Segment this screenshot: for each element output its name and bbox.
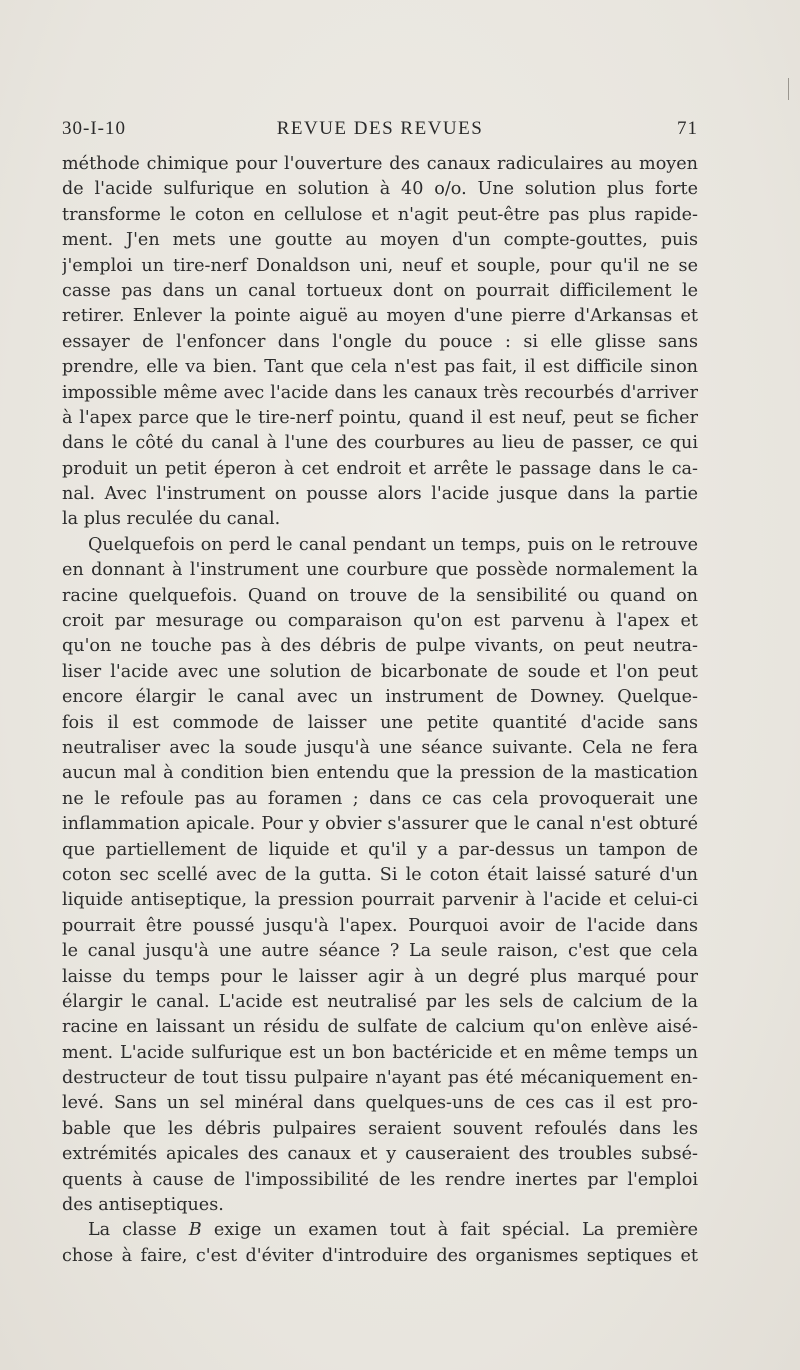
text-line: élargir le canal. L'acide est neutralisé par les sels de calcium de la [62,991,698,1012]
text-fragment: exige un examen tout à fait spécial. La première [213,1220,698,1241]
text-line: qu'on ne touche pas à des débris de pulpe vivants, on peut neutra- [62,636,698,657]
text-line: laisse du temps pour le laisser agir à un degré plus marqué pour [62,966,698,987]
running-head-date: 30-I-10 [62,118,126,139]
page-number: 71 [677,118,698,139]
text-line: retirer. Enlever la pointe aiguë au moyen d'une pierre d'Arkansas et [62,306,698,327]
text-line: impossible même avec l'acide dans les canaux très recourbés d'arriver [62,382,698,403]
text-line: inflammation apicale. Pour y obvier s'assurer que le canal n'est obturé [62,814,698,835]
article-body [62,152,698,1269]
text-line: méthode chimique pour l'ouverture des canaux radiculaires au moyen [62,154,698,174]
text-line: la plus reculée du canal. [62,509,281,530]
text-line: extrémités apicales des canaux et y causeraient des troubles subsé- [62,1144,698,1165]
text-line: fois il est commode de laisser une petite quantité d'acide sans [62,712,698,733]
text-line [62,1218,698,1243]
text-line: prendre, elle va bien. Tant que cela n'est pas fait, il est difficile sinon [62,357,698,378]
text-line: liquide antiseptique, la pression pourrait parvenir à l'acide et celui-ci [62,890,698,911]
text-line: levé. Sans un sel minéral dans quelques-uns de ces cas il est pro- [62,1093,698,1114]
text-line: aucun mal à condition bien entendu que la pression de la mastication [62,763,698,784]
text-line: encore élargir le canal avec un instrument de Downey. Quelque- [62,687,698,708]
text-line: ne le refoule pas au foramen ; dans ce cas cela provoquerait une [62,788,698,809]
text-line: produit un petit éperon à cet endroit et arrête le passage dans le ca- [62,458,698,479]
text-line: en donnant à l'instrument une courbure que possède normalement la [62,560,698,581]
text-line: à l'apex parce que le tire-nerf pointu, quand il est neuf, peut se ficher [62,407,698,428]
text-line: neutraliser avec la soude jusqu'à une séance suivante. Cela ne fera [62,737,698,758]
text-line: dans le côté du canal à l'une des courbures au lieu de passer, ce qui [62,433,698,454]
text-line: racine quelquefois. Quand on trouve de la sensibilité ou quand on [62,585,698,606]
text-line: transforme le coton en cellulose et n'agit peut-être pas plus rapide- [62,204,698,225]
text-line: des antiseptiques. [62,1195,224,1216]
text-line: j'emploi un tire-nerf Donaldson uni, neuf et souple, pour qu'il ne se [62,255,698,276]
text-line: Quelquefois on perd le canal pendant un temps, puis on le retrouve [88,534,698,555]
text-line: racine en laissant un résidu de sulfate de calcium qu'on enlève aisé- [62,1017,698,1038]
text-line: quents à cause de l'impossibilité de les rendre inertes par l'emploi [62,1169,698,1190]
text-line: le canal jusqu'à une autre séance ? La seule raison, c'est que cela [62,941,698,962]
text-line: croit par mesurage ou comparaison qu'on est parvenu à l'apex et [62,611,698,632]
text-line: liser l'acide avec une solution de bicarbonate de soude et l'on peut [62,661,698,682]
text-line: essayer de l'enfoncer dans l'ongle du pouce : si elle glisse sans [62,331,698,352]
text-line: pourrait être poussé jusqu'à l'apex. Pourquoi avoir de l'acide dans [62,915,698,936]
text-line: ment. J'en mets une goutte au moyen d'un compte-gouttes, puis [62,230,698,251]
text-line: ment. L'acide sulfurique est un bon bactéricide et en même temps un [62,1042,698,1063]
text-line: coton sec scellé avec de la gutta. Si le coton était laissé saturé d'un [62,864,698,885]
text-line: de l'acide sulfurique en solution à 40 o/o. Une solution plus forte [62,179,698,200]
text-fragment: La classe [88,1220,177,1241]
text-line: chose à faire, c'est d'éviter d'introduire des organismes septiques et [62,1245,698,1266]
italic-class-letter: B [188,1220,202,1241]
running-head [62,118,698,146]
running-head-title: REVUE DES REVUES [276,118,484,139]
text-line: que partiellement de liquide et qu'il y a par-dessus un tampon de [62,839,698,860]
text-line: bable que les débris pulpaires seraient souvent refoulés dans les [62,1118,698,1139]
text-line: destructeur de tout tissu pulpaire n'ayant pas été mécaniquement en- [62,1068,698,1089]
page-edge-mark [788,78,789,100]
text-line: casse pas dans un canal tortueux dont on pourrait difficilement le [62,280,698,301]
text-line: nal. Avec l'instrument on pousse alors l'acide jusque dans la partie [62,484,698,505]
